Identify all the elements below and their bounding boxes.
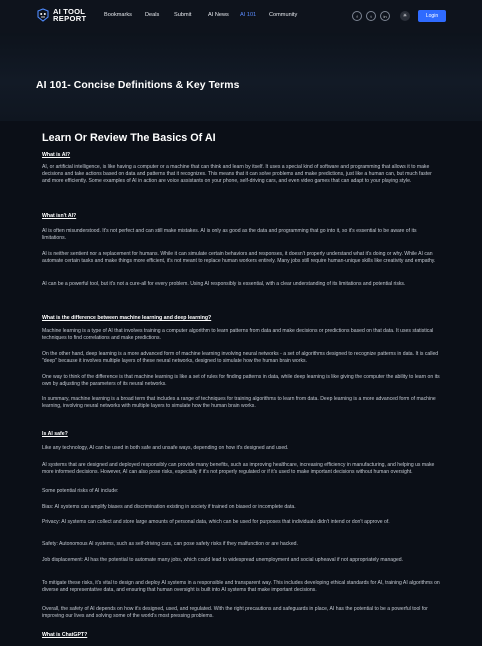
facebook-glyph: f (356, 13, 358, 19)
faq-question: Is AI safe? (42, 431, 68, 437)
nav-ai-news[interactable]: AI News (208, 12, 229, 18)
robot-logo-icon (36, 8, 50, 22)
faq-answer-paragraph: On the other hand, deep learning is a more advanced form of machine learning involving neural networks - a set of algorithms designed to recognize patterns in data. It is called "deep" because it involves multiple layers of these neural networks, designed to simulate how the human brain works. (42, 351, 439, 364)
nav-ai-101[interactable]: AI 101 (240, 12, 257, 18)
twitter-icon[interactable] (366, 11, 376, 21)
faq-answer-paragraph: Bias: AI systems can amplify biases and discrimination existing in society if trained on biased or incomplete data. (42, 504, 296, 510)
faq-answer-paragraph: To mitigate these risks, it's vital to design and deploy AI systems in a responsible and transparent way. This includes developing ethical standards for AI, training AI algorithms on diverse and representative data, and ensuring that human oversight is built into AI systems that make important decisions. (42, 580, 440, 593)
faq-answer-paragraph: Job displacement: AI has the potential to automate many jobs, which could lead to widespread unemployment and social upheaval if not appropriately managed. (42, 557, 404, 563)
faq-question: What isn't AI? (42, 213, 77, 219)
faq-answer-paragraph: Safety: Autonomous AI systems, such as self-driving cars, can pose safety risks if they malfunction or are hacked. (42, 541, 298, 547)
faq-answer-paragraph: Overall, the safety of AI depends on how it's designed, used, and regulated. With the right precautions and safeguards in place, AI has the potential to be a powerful tool for improving our lives and solving some of the world's most pressing problems. (42, 606, 428, 619)
faq-answer-paragraph: AI can be a powerful tool, but it's not a cure-all for every problem. Using AI responsibly is essential, with a clear understanding of its limitations and potential risks. (42, 281, 406, 287)
linkedin-icon[interactable] (380, 11, 390, 21)
faq-answer-paragraph: Some potential risks of AI include: (42, 488, 119, 494)
faq-answer-paragraph: AI is often misunderstood. It's not perfect and can still make mistakes. AI is only as good as the data and programming that go into it, so it's essential to be aware of its limitations. (42, 228, 417, 241)
faq-answer-paragraph: Privacy: AI systems can collect and store large amounts of personal data, which can be used for purposes that individuals didn't intend or don't approve of. (42, 519, 390, 525)
page-title: AI 101- Concise Definitions & Key Terms (36, 80, 240, 91)
faq-answer-paragraph: Like any technology, AI can be used in both safe and unsafe ways, depending on how it's designed and used. (42, 445, 289, 451)
nav-bookmarks[interactable]: Bookmarks (104, 12, 132, 18)
faq-answer-paragraph: Machine learning is a type of AI that involves training a computer algorithm to learn patterns from data and make decisions or predictions based on that data. It uses statistical techniques to find correlations and make predictions. (42, 328, 434, 341)
top-navigation-bar (0, 0, 482, 33)
linkedin-glyph: in (383, 13, 387, 19)
site-logo[interactable] (36, 8, 86, 22)
faq-answer-paragraph: AI systems that are designed and deployed responsibly can provide many benefits, such as improving healthcare, increasing efficiency in manufacturing, and helping us make more informed decisions. However, AI can also pose risks, especially if it's not properly regulated or if it's used to make important decisions without human oversight. (42, 462, 435, 475)
logo-line-1: AI TOOL (53, 7, 86, 16)
faq-question: What is AI? (42, 152, 71, 158)
nav-deals[interactable]: Deals (145, 12, 160, 18)
nav-submit[interactable]: Submit (174, 12, 192, 18)
logo-line-2: REPORT (53, 14, 87, 23)
sun-icon[interactable]: ☀ (400, 11, 410, 21)
faq-answer-paragraph: In summary, machine learning is a broad term that includes a range of techniques for training algorithms to learn from data. Deep learning is a more advanced form of machine learning, involving neural networks with multiple layers to simulate how the human brain works. (42, 396, 436, 409)
hero-banner (0, 33, 482, 121)
nav-community[interactable]: Community (269, 12, 298, 18)
faq-answer-paragraph: AI, or artificial intelligence, is like having a computer or a machine that can think and learn by itself. It uses a special kind of software and programming that allows it to make decisions and take actions based on data and patterns that it recognizes. This means that it can solve problems and make predictions, just like a human can, but much faster and more efficiently. Some examples of AI in action are voice assistants on your phone, self-driving cars, and even video games that can adapt to your playing style. (42, 164, 432, 184)
faq-question: What is ChatGPT? (42, 632, 88, 638)
section-title: Learn Or Review The Basics Of AI (42, 132, 216, 144)
facebook-icon[interactable] (352, 11, 362, 21)
faq-answer-paragraph: One way to think of the difference is that machine learning is like a set of rules for finding patterns in data, while deep learning is like giving the computer the ability to learn on its own by adjusting the parameters of its neural networks. (42, 374, 440, 387)
twitter-glyph: t (370, 13, 372, 19)
faq-answer-paragraph: AI is neither sentient nor a replacement for humans. While it can simulate certain behaviors and responses, it doesn't properly understand what it's doing or why. While AI can automate certain tasks and make things more efficient, it's not meant to replace human workers entirely. Many jobs still require human-unique skills like creativity and empathy. (42, 251, 436, 264)
logo-wordmark (53, 8, 86, 22)
faq-question: What is the difference between machine learning and deep learning? (42, 315, 212, 321)
login-button[interactable]: Login (418, 10, 446, 22)
